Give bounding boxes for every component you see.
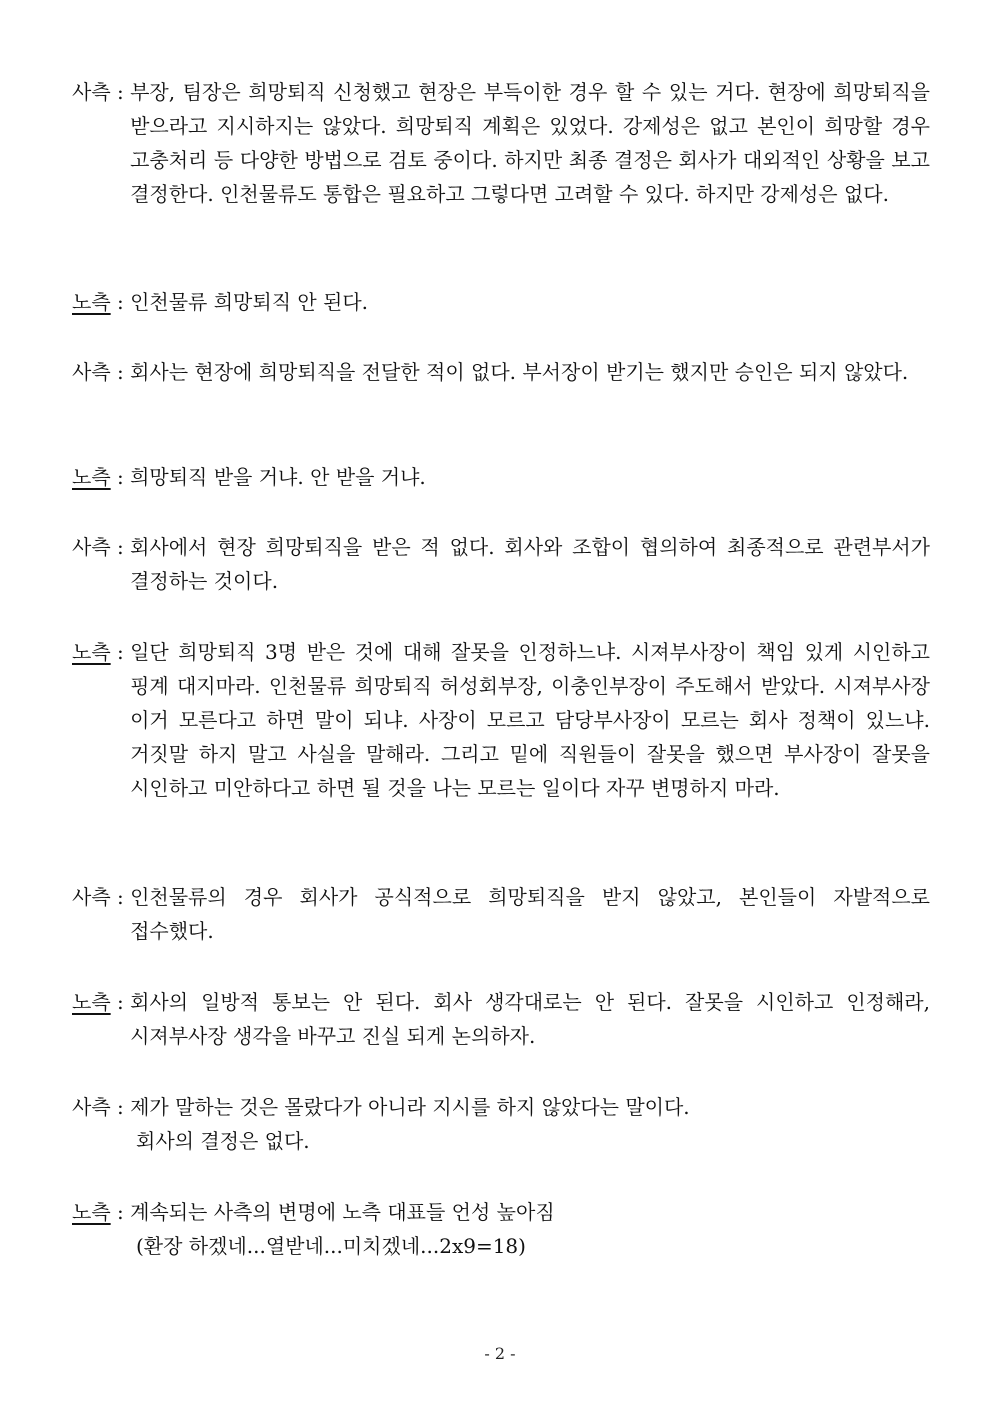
dialogue-text: 희망퇴직 받을 거냐. 안 받을 거냐. (130, 465, 426, 489)
speaker-label: 노측 (72, 290, 111, 314)
speaker-label: 노측 (72, 990, 111, 1014)
speaker-label: 노측 (72, 465, 111, 489)
speaker-label: 노측 (72, 640, 111, 664)
page-number: - 2 - (484, 1344, 516, 1363)
dialogue-entry-management: 사측 : 제가 말하는 것은 몰랐다가 아니라 지시를 하지 않았다는 말이다. 회사의 결정은 없다. (72, 1090, 930, 1158)
speaker-label: 사측 (72, 885, 111, 909)
dialogue-entry-management: 사측 : 인천물류의 경우 회사가 공식적으로 희망퇴직을 받지 않았고, 본인들이 자발적으로 접수했다. (72, 880, 930, 948)
dialogue-text: 부장, 팀장은 희망퇴직 신청했고 현장은 부득이한 경우 할 수 있는 거다. 현장에 희망퇴직을 받으라고 지시하지는 않았다. 희망퇴직 계획은 있었다. 강제성은 없고 본인이 희망할 경우 고충처리 등 다양한 방법으로 검토 중이다. 하지만 최종 결정은 회사가 대외적인 상황을 보고 결정한다. 인천물류도 통합은 필요하고 그렇다면 고려할 수 있다. 하지만 강제성은 없다. (130, 80, 930, 206)
speaker-label: 사측 (72, 80, 111, 104)
dialogue-continuation: 회사의 결정은 없다. (136, 1129, 310, 1153)
dialogue-text: 인천물류 희망퇴직 안 된다. (130, 290, 369, 314)
dialogue-entry-union: 노측 : 인천물류 희망퇴직 안 된다. (72, 285, 930, 319)
dialogue-text: 회사에서 현장 희망퇴직을 받은 적 없다. 회사와 조합이 협의하여 최종적으로 관련부서가 결정하는 것이다. (130, 535, 930, 593)
dialogue-entry-union: 노측 : 희망퇴직 받을 거냐. 안 받을 거냐. (72, 460, 930, 494)
dialogue-entry-union: 노측 : 계속되는 사측의 변명에 노측 대표들 언성 높아짐 (환장 하겠네...열받네...미치겠네...2x9=18) (72, 1195, 930, 1263)
speaker-label: 사측 (72, 1095, 111, 1119)
dialogue-text: 회사의 일방적 통보는 안 된다. 회사 생각대로는 안 된다. 잘못을 시인하고 인정해라, 시져부사장 생각을 바꾸고 진실 되게 논의하자. (130, 990, 930, 1048)
dialogue-text: 회사는 현장에 희망퇴직을 전달한 적이 없다. 부서장이 받기는 했지만 승인은 되지 않았다. (130, 360, 909, 384)
dialogue-entry-union: 노측 : 일단 희망퇴직 3명 받은 것에 대해 잘못을 인정하느냐. 시져부사장이 책임 있게 시인하고 핑계 대지마라. 인천물류 희망퇴직 허성회부장, 이충인부장이 주도해서 받았다. 시져부사장 이거 모른다고 하면 말이 되냐. 사장이 모르고 담당부사장이 모르는 회사 정책이 있느냐. 거짓말 하지 말고 사실을 말해라. 그리고 밑에 직원들이 잘못을 했으면 부사장이 잘못을 시인하고 미안하다고 하면 될 것을 나는 모르는 일이다 자꾸 변명하지 마라. (72, 635, 930, 805)
dialogue-entry-management: 사측 : 회사는 현장에 희망퇴직을 전달한 적이 없다. 부서장이 받기는 했지만 승인은 되지 않았다. (72, 355, 930, 389)
dialogue-text: 인천물류의 경우 회사가 공식적으로 희망퇴직을 받지 않았고, 본인들이 자발적으로 접수했다. (130, 885, 930, 943)
dialogue-text: 계속되는 사측의 변명에 노측 대표들 언성 높아짐 (130, 1200, 555, 1224)
dialogue-text: 제가 말하는 것은 몰랐다가 아니라 지시를 하지 않았다는 말이다. (130, 1095, 690, 1119)
speaker-label: 사측 (72, 360, 111, 384)
speaker-label: 노측 (72, 1200, 111, 1224)
dialogue-continuation: (환장 하겠네...열받네...미치겠네...2x9=18) (136, 1234, 526, 1258)
dialogue-entry-management: 사측 : 회사에서 현장 희망퇴직을 받은 적 없다. 회사와 조합이 협의하여 최종적으로 관련부서가 결정하는 것이다. (72, 530, 930, 598)
dialogue-text: 일단 희망퇴직 3명 받은 것에 대해 잘못을 인정하느냐. 시져부사장이 책임 있게 시인하고 핑계 대지마라. 인천물류 희망퇴직 허성회부장, 이충인부장이 주도해서 받았다. 시져부사장 이거 모른다고 하면 말이 되냐. 사장이 모르고 담당부사장이 모르는 회사 정책이 있느냐. 거짓말 하지 말고 사실을 말해라. 그리고 밑에 직원들이 잘못을 했으면 부사장이 잘못을 시인하고 미안하다고 하면 될 것을 나는 모르는 일이다 자꾸 변명하지 마라. (130, 640, 930, 800)
dialogue-entry-management: 사측 : 부장, 팀장은 희망퇴직 신청했고 현장은 부득이한 경우 할 수 있는 거다. 현장에 희망퇴직을 받으라고 지시하지는 않았다. 희망퇴직 계획은 있었다. 강제성은 없고 본인이 희망할 경우 고충처리 등 다양한 방법으로 검토 중이다. 하지만 최종 결정은 회사가 대외적인 상황을 보고 결정한다. 인천물류도 통합은 필요하고 그렇다면 고려할 수 있다. 하지만 강제성은 없다. (72, 75, 930, 211)
dialogue-entry-union: 노측 : 회사의 일방적 통보는 안 된다. 회사 생각대로는 안 된다. 잘못을 시인하고 인정해라, 시져부사장 생각을 바꾸고 진실 되게 논의하자. (72, 985, 930, 1053)
speaker-label: 사측 (72, 535, 111, 559)
